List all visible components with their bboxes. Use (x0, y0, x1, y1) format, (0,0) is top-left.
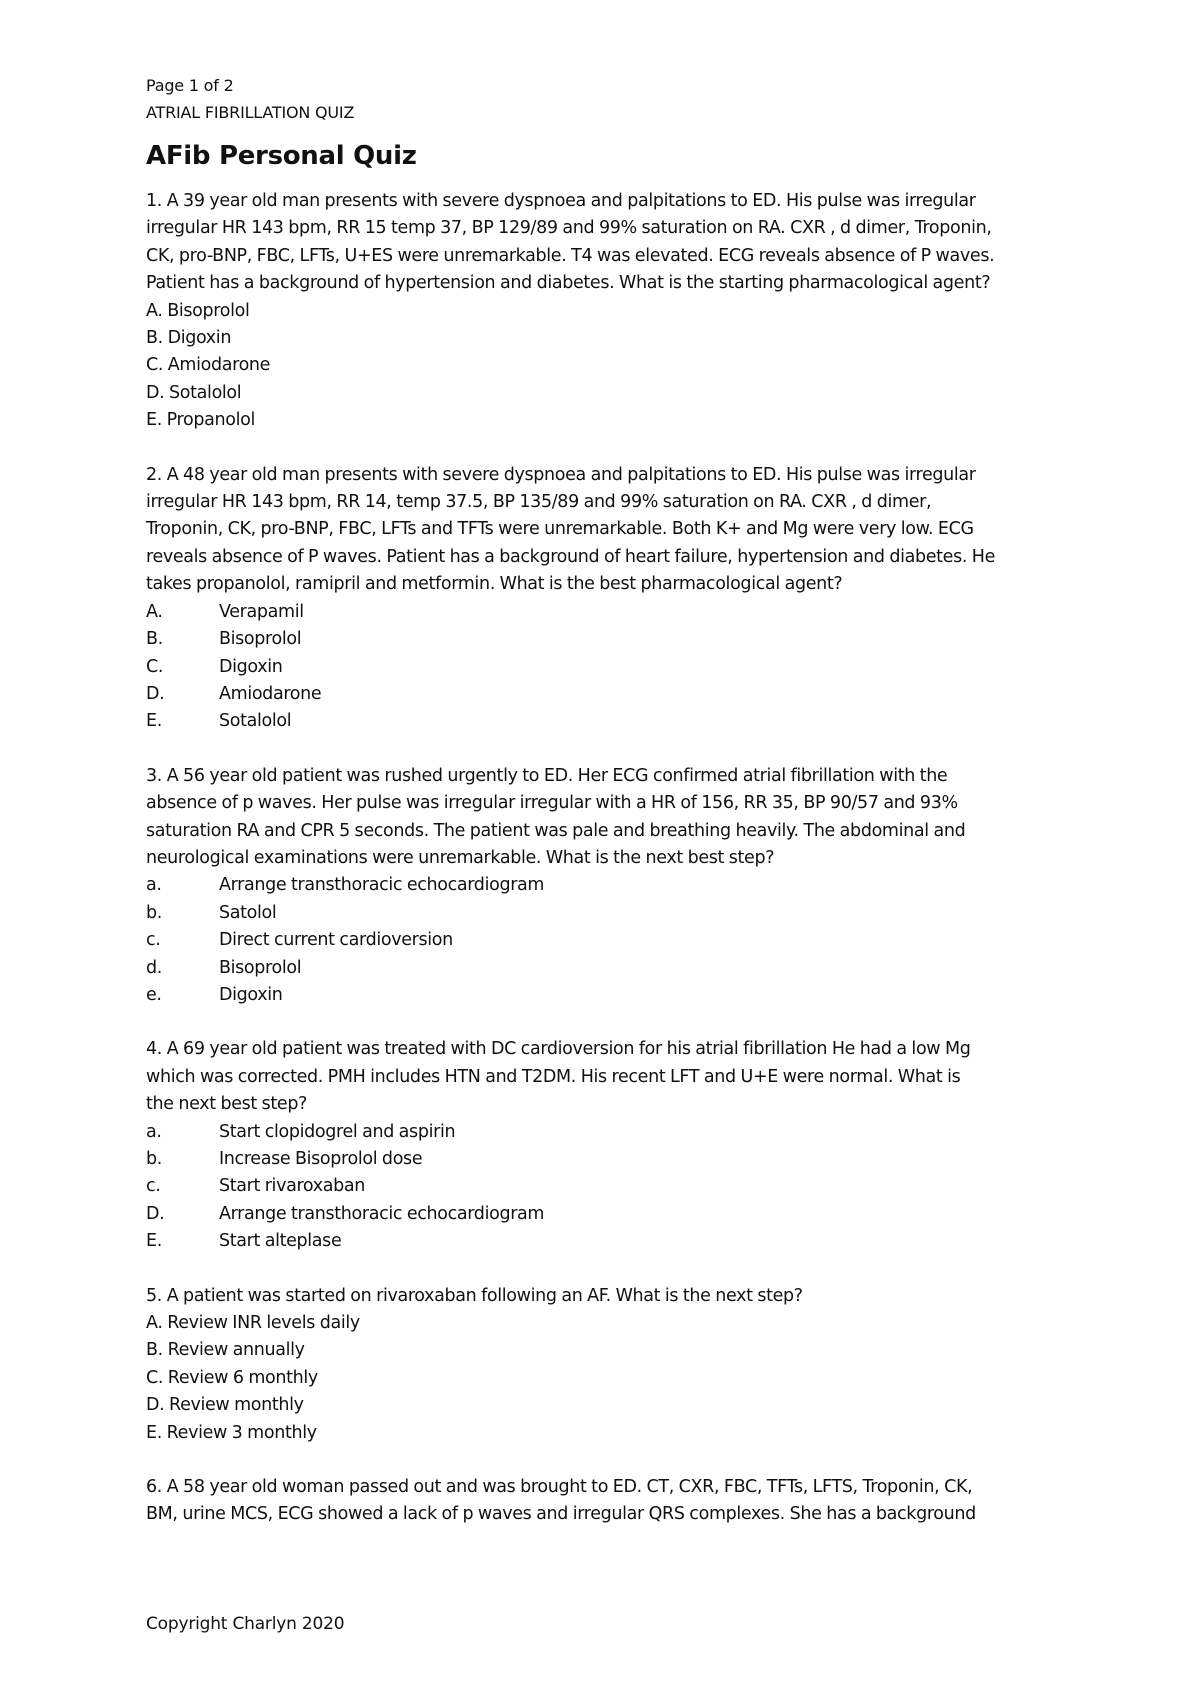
question-text-line: absence of p waves. Her pulse was irregular irregular with a HR of 156, RR 35, BP 90/57 and 93% (146, 793, 958, 814)
answer-option (146, 982, 1086, 1009)
question-text-line: 4. A 69 year old patient was treated with DC cardioversion for his atrial fibrillation He had a low Mg (146, 1039, 971, 1060)
question-list (146, 188, 1086, 1529)
question-text-line: CK, pro-BNP, FBC, LFTs, U+ES were unremarkable. T4 was elevated. ECG reveals absence of P waves. (146, 245, 995, 266)
option-text: A. Review INR levels daily (146, 1313, 360, 1334)
option-label: c. (146, 930, 161, 951)
option-text: Digoxin (219, 656, 283, 677)
option-label: A. (146, 601, 163, 622)
question-text-line: 5. A patient was started on rivaroxaban following an AF. What is the next step? (146, 1285, 803, 1306)
document-header: ATRIAL FIBRILLATION QUIZ (146, 103, 355, 122)
option-text: Arrange transthoracic echocardiogram (219, 1203, 545, 1224)
answer-option (146, 1337, 1086, 1364)
option-text: Sotalolol (219, 711, 292, 732)
answer-option (146, 380, 1086, 407)
option-text: E. Review 3 monthly (146, 1422, 317, 1443)
answer-option (146, 1119, 1086, 1146)
option-text: Increase Bisoprolol dose (219, 1149, 423, 1169)
question-4 (146, 1036, 1086, 1255)
option-text: B. Review annually (146, 1340, 305, 1361)
option-label: D. (146, 1203, 165, 1224)
question-text-line: 1. A 39 year old man presents with severe dyspnoea and palpitations to ED. His pulse was irregular (146, 191, 976, 211)
option-text: Arrange transthoracic echocardiogram (219, 875, 545, 896)
answer-option (146, 298, 1086, 325)
question-text-line: 6. A 58 year old woman passed out and was brought to ED. CT, CXR, FBC, TFTs, LFTS, Troponin, CK, (146, 1477, 973, 1498)
option-text: A. Bisoprolol (146, 300, 250, 321)
option-text: Start rivaroxaban (219, 1176, 365, 1197)
option-label: c. (146, 1176, 161, 1197)
option-label: D. (146, 683, 165, 704)
option-text: B. Digoxin (146, 328, 232, 349)
answer-option (146, 1365, 1086, 1392)
answer-option (146, 1310, 1086, 1337)
option-text: Bisoprolol (219, 629, 302, 650)
answer-option (146, 708, 1086, 735)
answer-option (146, 599, 1086, 626)
option-text: D. Sotalolol (146, 382, 242, 403)
answer-option (146, 352, 1086, 379)
answer-option (146, 927, 1086, 954)
question-text-line: Troponin, CK, pro-BNP, FBC, LFTs and TFTs were unremarkable. Both K+ and Mg were very low. ECG (146, 519, 974, 540)
answer-option (146, 1201, 1086, 1228)
answer-option (146, 1228, 1086, 1255)
option-text: Verapamil (219, 601, 304, 622)
question-2 (146, 462, 1086, 736)
option-text: Amiodarone (219, 683, 322, 704)
page-number: Page 1 of 2 (146, 76, 234, 95)
question-text-line: saturation RA and CPR 5 seconds. The patient was pale and breathing heavily. The abdominal and (146, 820, 966, 841)
answer-option (146, 1392, 1086, 1419)
question-text-line: which was corrected. PMH includes HTN and T2DM. His recent LFT and U+E were normal. What is (146, 1066, 961, 1087)
option-label: a. (146, 1121, 162, 1142)
footer-copyright: Copyright Charlyn 2020 (146, 1614, 345, 1634)
question-text-line: neurological examinations were unremarkable. What is the next best step? (146, 847, 775, 868)
option-label: E. (146, 1231, 162, 1252)
answer-option (146, 1420, 1086, 1447)
option-label: b. (146, 1149, 162, 1169)
option-text: Bisoprolol (219, 957, 302, 978)
question-text-line: Patient has a background of hypertension and diabetes. What is the starting pharmacological agent? (146, 273, 991, 294)
option-text: C. Amiodarone (146, 355, 271, 376)
option-label: d. (146, 957, 162, 978)
question-text-line: irregular HR 143 bpm, RR 14, temp 37.5, BP 135/89 and 99% saturation on RA. CXR , d dimer, (146, 492, 932, 513)
option-text: C. Review 6 monthly (146, 1367, 318, 1388)
answer-option (146, 681, 1086, 708)
answer-option (146, 955, 1086, 982)
option-text: Start clopidogrel and aspirin (219, 1121, 456, 1142)
option-text: E. Propanolol (146, 410, 255, 431)
question-text-line: reveals absence of P waves. Patient has a background of heart failure, hypertension and diabetes. He (146, 546, 995, 567)
option-label: e. (146, 984, 162, 1005)
answer-option (146, 654, 1086, 681)
page-content (146, 72, 1086, 1556)
question-1 (146, 188, 1086, 435)
option-label: E. (146, 711, 162, 732)
question-text-line: irregular HR 143 bpm, RR 15 temp 37, BP 129/89 and 99% saturation on RA. CXR , d dimer, Troponin, (146, 218, 992, 239)
question-text-line: the next best step? (146, 1094, 308, 1115)
option-label: b. (146, 902, 162, 923)
question-text-line: 2. A 48 year old man presents with severe dyspnoea and palpitations to ED. His pulse was irregular (146, 464, 976, 485)
answer-option (146, 626, 1086, 653)
question-text-line: BM, urine MCS, ECG showed a lack of p waves and irregular QRS complexes. She has a background (146, 1504, 976, 1525)
option-text: Satolol (219, 902, 277, 923)
answer-option (146, 900, 1086, 927)
answer-option (146, 407, 1086, 434)
page-title: AFib Personal Quiz (146, 141, 417, 171)
option-text: Digoxin (219, 984, 283, 1005)
option-text: Start alteplase (219, 1231, 342, 1252)
question-5 (146, 1283, 1086, 1447)
option-text: D. Review monthly (146, 1395, 304, 1416)
option-label: C. (146, 656, 164, 677)
question-text-line: 3. A 56 year old patient was rushed urgently to ED. Her ECG confirmed atrial fibrillation with the (146, 765, 948, 786)
question-6 (146, 1474, 1086, 1529)
answer-option (146, 1146, 1086, 1173)
option-text: Direct current cardioversion (219, 930, 453, 951)
option-label: a. (146, 875, 162, 896)
answer-option (146, 1173, 1086, 1200)
answer-option (146, 872, 1086, 899)
question-text-line: takes propanolol, ramipril and metformin. What is the best pharmacological agent? (146, 574, 843, 595)
answer-option (146, 325, 1086, 352)
option-label: B. (146, 629, 163, 650)
question-3 (146, 763, 1086, 1010)
